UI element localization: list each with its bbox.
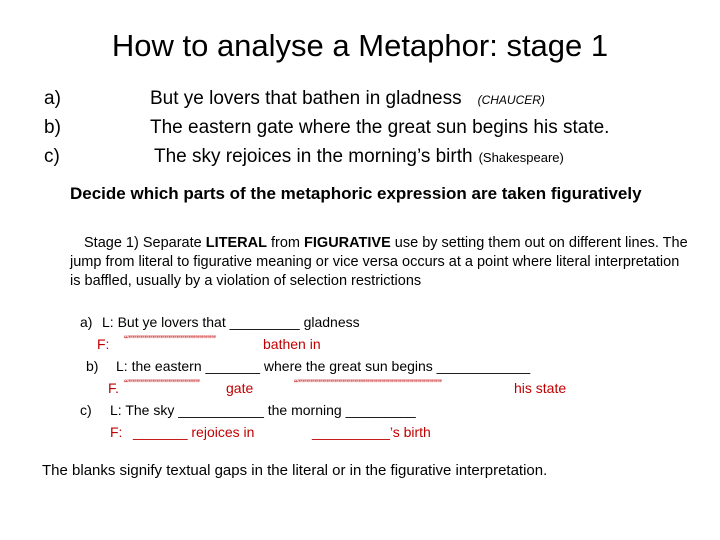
example-a-source: (CHAUCER) bbox=[477, 93, 545, 107]
analysis-c-literal: L: The sky ___________ the morning _________ bbox=[110, 402, 416, 418]
example-c-source: (Shakespeare) bbox=[478, 150, 564, 165]
analysis-b-quotes-1: “”””””””””””””””””” bbox=[124, 377, 200, 391]
stage-part2: from bbox=[266, 235, 305, 251]
example-a-label: a) bbox=[44, 88, 61, 109]
stage-prefix: Stage 1) bbox=[84, 235, 139, 251]
analysis-b-quotes-2: “”””””””””””””””””””””””””””””””””””” bbox=[294, 377, 442, 391]
analysis-c-figurative-text-1: _______ rejoices in bbox=[133, 424, 255, 440]
example-a-text: But ye lovers that bathen in gladness bbox=[150, 88, 462, 109]
decide-heading: Decide which parts of the metaphoric expression are taken figuratively bbox=[70, 184, 642, 203]
analysis-b-figurative-label: F. bbox=[108, 380, 119, 396]
analysis-a-quotes: “”””””””””””””””””””””” bbox=[124, 333, 216, 347]
analysis-b-literal: L: the eastern _______ where the great sun begins ____________ bbox=[116, 358, 531, 374]
stage-literal: LITERAL bbox=[205, 235, 267, 251]
stage-part3: use by setting them out on different lines. The jump from literal to figurative meaning or vice versa occurs at a point where literal interpretation is baffled, usually by a violation of selection restrictions bbox=[70, 235, 688, 289]
example-b bbox=[150, 117, 609, 139]
stage-figurative: FIGURATIVE bbox=[304, 235, 391, 251]
analysis-a-literal: L: But ye lovers that _________ gladness bbox=[102, 314, 360, 330]
footer-note: The blanks signify textual gaps in the literal or in the figurative interpretation. bbox=[42, 462, 548, 479]
analysis-b-figurative-state: his state bbox=[514, 380, 567, 396]
example-a bbox=[150, 88, 545, 110]
analysis-a-figurative-text: bathen in bbox=[263, 336, 321, 352]
analysis-a-figurative-label: F: bbox=[97, 336, 110, 352]
analysis-c-figurative-text-2: __________’s birth bbox=[312, 424, 431, 440]
analysis-c-label: c) bbox=[80, 402, 92, 418]
example-b-label: b) bbox=[44, 117, 61, 138]
analysis-a-label: a) bbox=[80, 314, 93, 330]
analysis-b-figurative-gate: gate bbox=[226, 380, 254, 396]
example-c-text: The sky rejoices in the morning’s birth bbox=[154, 146, 473, 167]
example-c-label: c) bbox=[44, 146, 60, 167]
analysis-b-label: b) bbox=[86, 358, 99, 374]
page-title: How to analyse a Metaphor: stage 1 bbox=[111, 28, 609, 63]
analysis-c-figurative-label: F: bbox=[110, 424, 123, 440]
example-b-text: The eastern gate where the great sun begins his state. bbox=[150, 117, 610, 138]
stage-part1: Separate bbox=[142, 235, 206, 251]
example-c bbox=[154, 146, 564, 168]
stage-paragraph bbox=[70, 234, 690, 291]
